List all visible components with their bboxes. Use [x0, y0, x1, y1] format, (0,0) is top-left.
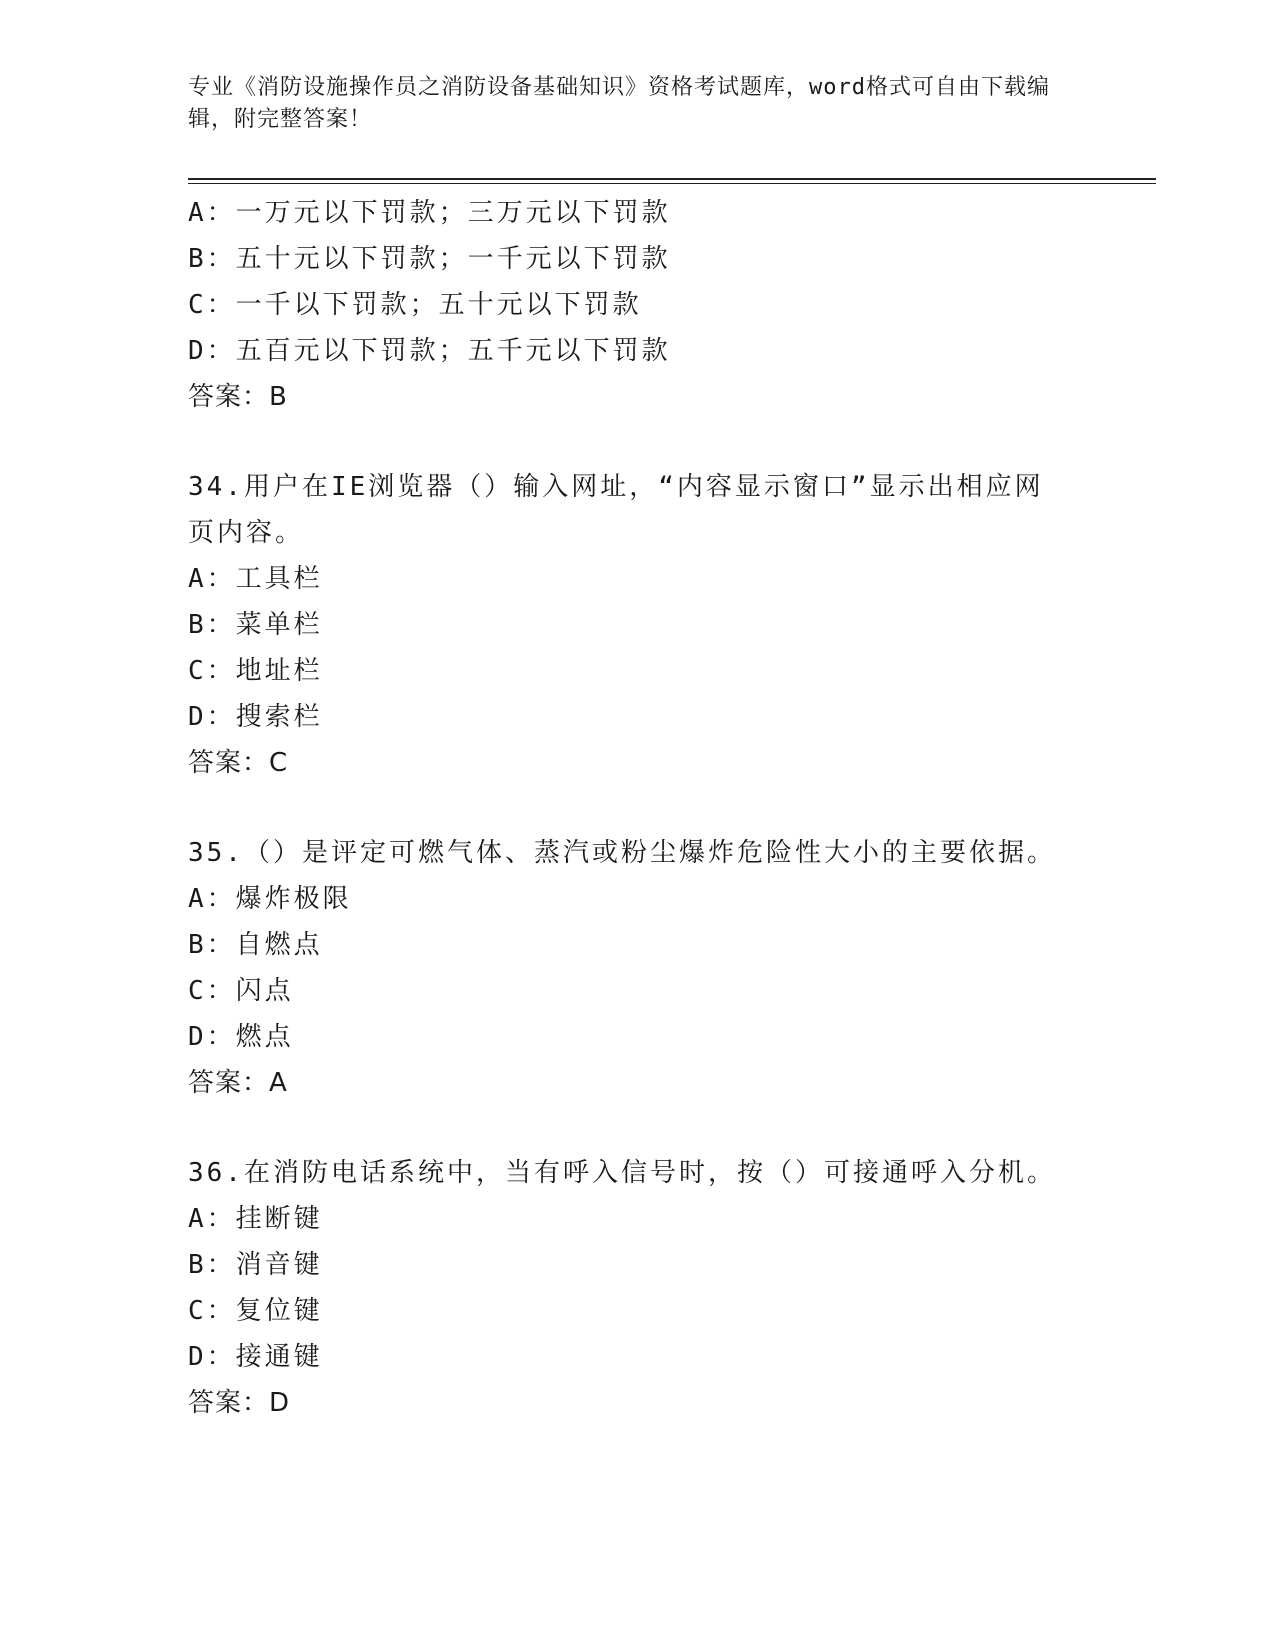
option-label: A：	[188, 198, 236, 228]
option-label: A：	[188, 884, 236, 914]
option-text: 复位键	[235, 1296, 323, 1326]
option-a	[188, 876, 1128, 922]
option-text: 爆炸极限	[235, 884, 352, 914]
option-b	[188, 1242, 1128, 1288]
option-label: A：	[188, 1204, 236, 1234]
option-label: D：	[188, 1342, 236, 1372]
option-d	[188, 1334, 1128, 1380]
option-a	[188, 556, 1128, 602]
option-text: 消音键	[235, 1250, 323, 1280]
option-label: C：	[188, 290, 236, 320]
option-label: C：	[188, 976, 236, 1006]
document-header: 专业《消防设施操作员之消防设备基础知识》资格考试题库，word格式可自由下载编辑，附完整答案！	[188, 75, 1050, 132]
header-divider-thick	[188, 178, 1156, 180]
question-stem-continued: 页内容。	[188, 518, 305, 548]
option-label: B：	[188, 244, 236, 274]
question-34	[188, 464, 1128, 786]
option-text: 五十元以下罚款；一千元以下罚款	[235, 244, 671, 274]
question-stem: 35.（）是评定可燃气体、蒸汽或粉尘爆炸危险性大小的主要依据。	[188, 838, 1056, 868]
option-label: D：	[188, 1022, 236, 1052]
option-text: 自燃点	[235, 930, 323, 960]
option-a	[188, 1196, 1128, 1242]
option-label: D：	[188, 336, 236, 366]
option-d	[188, 694, 1128, 740]
question-stem: 36.在消防电话系统中，当有呼入信号时，按（）可接通呼入分机。	[188, 1158, 1056, 1188]
answer-line: 答案：D	[188, 1388, 291, 1418]
option-a	[188, 190, 1128, 236]
question-33-continued	[188, 190, 1128, 420]
option-text: 菜单栏	[235, 610, 323, 640]
option-label: B：	[188, 610, 236, 640]
option-c	[188, 648, 1128, 694]
option-text: 燃点	[235, 1022, 294, 1052]
question-list	[188, 190, 1128, 1426]
option-text: 闪点	[235, 976, 294, 1006]
answer-line: 答案：A	[188, 1068, 288, 1098]
option-text: 工具栏	[235, 564, 323, 594]
option-label: D：	[188, 702, 236, 732]
option-text: 一万元以下罚款；三万元以下罚款	[235, 198, 671, 228]
option-text: 挂断键	[235, 1204, 323, 1234]
option-text: 五百元以下罚款；五千元以下罚款	[235, 336, 671, 366]
question-stem: 34.用户在IE浏览器（）输入网址，“内容显示窗口”显示出相应网	[188, 472, 1044, 502]
answer-line: 答案：B	[188, 382, 288, 412]
option-c	[188, 282, 1128, 328]
option-label: B：	[188, 930, 236, 960]
option-c	[188, 968, 1128, 1014]
option-text: 接通键	[235, 1342, 323, 1372]
option-b	[188, 922, 1128, 968]
option-text: 地址栏	[235, 656, 323, 686]
option-label: C：	[188, 1296, 236, 1326]
option-d	[188, 328, 1128, 374]
option-text: 搜索栏	[235, 702, 323, 732]
header-divider-thin	[188, 183, 1156, 184]
option-c	[188, 1288, 1128, 1334]
option-label: C：	[188, 656, 236, 686]
question-35	[188, 830, 1128, 1106]
option-d	[188, 1014, 1128, 1060]
option-b	[188, 602, 1128, 648]
question-36	[188, 1150, 1128, 1426]
option-b	[188, 236, 1128, 282]
option-text: 一千以下罚款；五十元以下罚款	[235, 290, 642, 320]
option-label: B：	[188, 1250, 236, 1280]
answer-line: 答案：C	[188, 748, 289, 778]
option-label: A：	[188, 564, 236, 594]
